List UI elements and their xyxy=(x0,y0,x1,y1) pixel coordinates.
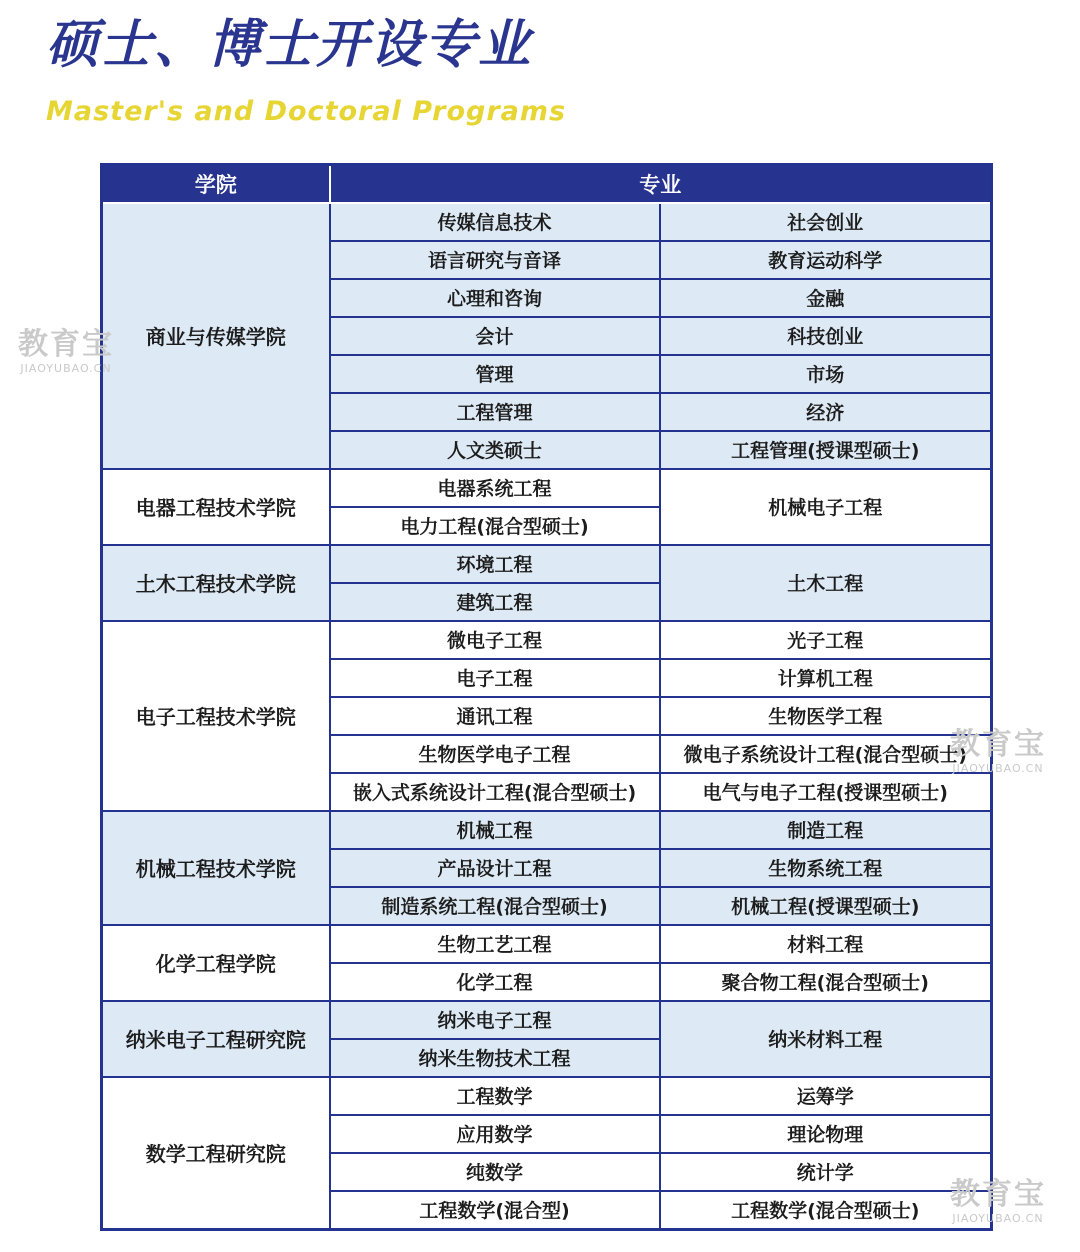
major-cell: 市场 xyxy=(660,355,992,393)
college-cell: 机械工程技术学院 xyxy=(102,811,330,925)
major-cell: 纳米电子工程 xyxy=(330,1001,660,1039)
major-cell: 传媒信息技术 xyxy=(330,203,660,241)
major-cell: 产品设计工程 xyxy=(330,849,660,887)
major-cell: 电器系统工程 xyxy=(330,469,660,507)
major-cell: 纳米生物技术工程 xyxy=(330,1039,660,1077)
table-row xyxy=(102,469,992,507)
watermark xyxy=(18,327,114,375)
major-cell: 工程数学(混合型) xyxy=(330,1191,660,1230)
major-cell: 理论物理 xyxy=(660,1115,992,1153)
college-cell: 商业与传媒学院 xyxy=(102,203,330,469)
table-row xyxy=(102,1001,992,1039)
major-cell: 聚合物工程(混合型硕士) xyxy=(660,963,992,1001)
college-cell: 土木工程技术学院 xyxy=(102,545,330,621)
major-cell: 工程管理 xyxy=(330,393,660,431)
major-cell: 纳米材料工程 xyxy=(660,1001,992,1077)
major-cell: 心理和咨询 xyxy=(330,279,660,317)
major-cell: 制造系统工程(混合型硕士) xyxy=(330,887,660,925)
major-cell: 生物系统工程 xyxy=(660,849,992,887)
page-title: 硕士、博士开设专业 xyxy=(46,15,533,75)
table-row xyxy=(102,1077,992,1115)
college-group xyxy=(102,621,992,811)
major-cell: 电子工程 xyxy=(330,659,660,697)
table-row xyxy=(102,925,992,963)
major-cell: 通讯工程 xyxy=(330,697,660,735)
watermark-logo: 教育宝 xyxy=(950,1177,1046,1212)
college-group xyxy=(102,1077,992,1230)
major-cell: 嵌入式系统设计工程(混合型硕士) xyxy=(330,773,660,811)
college-group xyxy=(102,811,992,925)
college-group xyxy=(102,469,992,545)
major-cell: 化学工程 xyxy=(330,963,660,1001)
major-cell: 生物医学工程 xyxy=(660,697,992,735)
college-cell: 数学工程研究院 xyxy=(102,1077,330,1230)
table-row xyxy=(102,811,992,849)
college-cell: 电子工程技术学院 xyxy=(102,621,330,811)
major-cell: 经济 xyxy=(660,393,992,431)
college-cell: 电器工程技术学院 xyxy=(102,469,330,545)
watermark-domain: JIAOYUBAO.CN xyxy=(952,762,1044,775)
major-cell: 统计学 xyxy=(660,1153,992,1191)
table-header-row xyxy=(102,165,992,204)
major-cell: 光子工程 xyxy=(660,621,992,659)
college-group xyxy=(102,1001,992,1077)
college-cell: 化学工程学院 xyxy=(102,925,330,1001)
major-cell: 制造工程 xyxy=(660,811,992,849)
watermark xyxy=(950,1177,1046,1225)
major-cell: 工程数学 xyxy=(330,1077,660,1115)
college-group xyxy=(102,545,992,621)
programs-table xyxy=(100,163,993,1231)
watermark-logo: 教育宝 xyxy=(950,727,1046,762)
major-cell: 运筹学 xyxy=(660,1077,992,1115)
college-cell: 纳米电子工程研究院 xyxy=(102,1001,330,1077)
watermark-domain: JIAOYUBAO.CN xyxy=(20,362,112,375)
major-cell: 机械工程(授课型硕士) xyxy=(660,887,992,925)
table-row xyxy=(102,621,992,659)
major-cell: 电力工程(混合型硕士) xyxy=(330,507,660,545)
major-cell: 微电子工程 xyxy=(330,621,660,659)
major-cell: 工程管理(授课型硕士) xyxy=(660,431,992,469)
watermark-domain: JIAOYUBAO.CN xyxy=(952,1212,1044,1225)
major-cell: 环境工程 xyxy=(330,545,660,583)
table-row xyxy=(102,203,992,241)
major-cell: 科技创业 xyxy=(660,317,992,355)
major-cell: 语言研究与音译 xyxy=(330,241,660,279)
college-group xyxy=(102,925,992,1001)
major-cell: 机械工程 xyxy=(330,811,660,849)
major-cell: 应用数学 xyxy=(330,1115,660,1153)
major-cell: 电气与电子工程(授课型硕士) xyxy=(660,773,992,811)
major-cell: 纯数学 xyxy=(330,1153,660,1191)
watermark-logo: 教育宝 xyxy=(18,327,114,362)
major-cell: 机械电子工程 xyxy=(660,469,992,545)
college-group xyxy=(102,203,992,469)
major-cell: 管理 xyxy=(330,355,660,393)
watermark xyxy=(950,727,1046,775)
header-majors: 专业 xyxy=(330,165,992,204)
major-cell: 社会创业 xyxy=(660,203,992,241)
major-cell: 人文类硕士 xyxy=(330,431,660,469)
major-cell: 金融 xyxy=(660,279,992,317)
major-cell: 微电子系统设计工程(混合型硕士) xyxy=(660,735,992,773)
page-subtitle: Master's and Doctoral Programs xyxy=(46,96,567,127)
major-cell: 土木工程 xyxy=(660,545,992,621)
major-cell: 生物医学电子工程 xyxy=(330,735,660,773)
major-cell: 会计 xyxy=(330,317,660,355)
major-cell: 工程数学(混合型硕士) xyxy=(660,1191,992,1230)
major-cell: 教育运动科学 xyxy=(660,241,992,279)
major-cell: 建筑工程 xyxy=(330,583,660,621)
major-cell: 生物工艺工程 xyxy=(330,925,660,963)
header-college: 学院 xyxy=(102,165,330,204)
table-row xyxy=(102,545,992,583)
major-cell: 材料工程 xyxy=(660,925,992,963)
major-cell: 计算机工程 xyxy=(660,659,992,697)
